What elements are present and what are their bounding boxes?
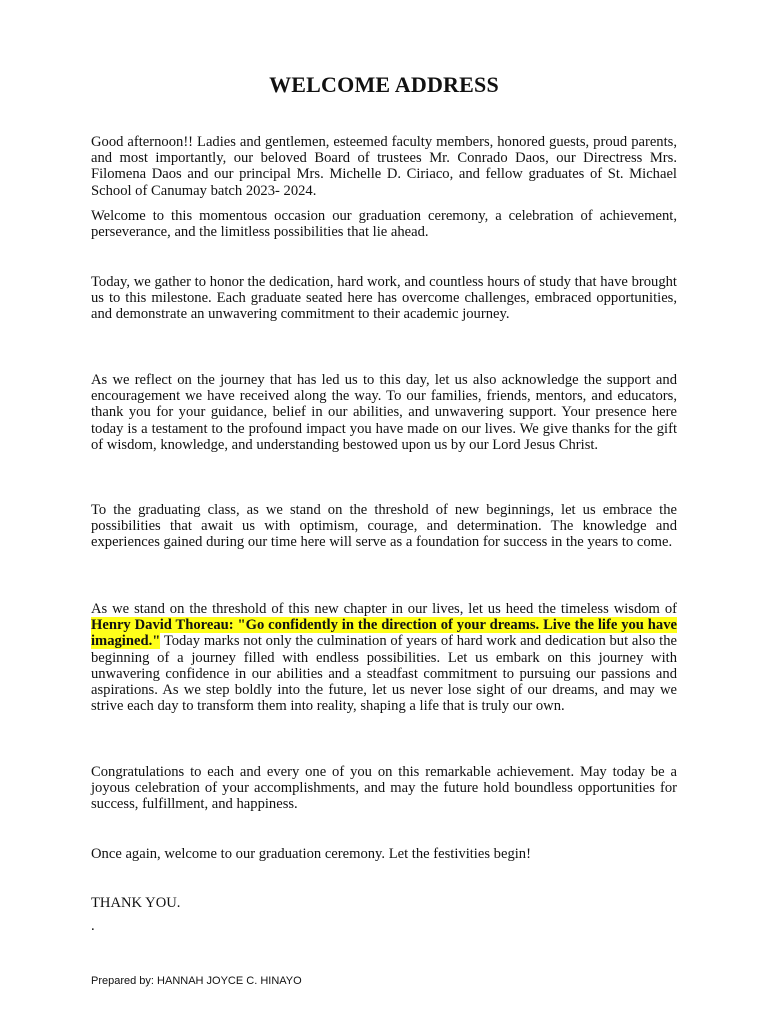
congratulations-paragraph: Congratulations to each and every one of you on this remarkable achievement. May today be a joyous celebration of your accomplishments, and may the future hold boundless opportunities for success, fulfillment, and happiness.: [91, 764, 677, 813]
prepared-by-footer: Prepared by: HANNAH JOYCE C. HINAYO: [91, 975, 302, 987]
quote-paragraph: [91, 601, 677, 714]
quote-intro-text: As we stand on the threshold of this new chapter in our lives, let us heed the timeless wisdom of: [91, 601, 677, 617]
thank-you-text: THANK YOU.: [91, 895, 181, 911]
graduating-class-paragraph: To the graduating class, as we stand on the threshold of new beginnings, let us embrace the possibilities that await us with optimism, courage, and determination. The knowledge and experiences gained during our time here will serve as a foundation for success in the years to come.: [91, 502, 677, 551]
reflect-paragraph: As we reflect on the journey that has led us to this day, let us also acknowledge the support and encouragement we have received along the way. To our families, friends, mentors, and educators, thank you for your guidance, belief in our abilities, and unwavering support. Your presence here today is a testament to the profound impact you have made on our lives. We give thanks for the gift of wisdom, knowledge, and understanding bestowed upon us by our Lord Jesus Christ.: [91, 372, 677, 453]
gather-paragraph: Today, we gather to honor the dedication, hard work, and countless hours of study that have brought us to this milestone. Each graduate seated here has overcome challenges, embraced opportunities, and demonstrate an unwavering commitment to their academic journey.: [91, 274, 677, 323]
quote-continuation-text: Today marks not only the culmination of years of hard work and dedication but also the beginning of a journey filled with endless possibilities. Let us embark on this journey with unwavering confidence in our abilities and a steadfast commitment to pursuing our passions and aspirations. As we step boldly into the future, let us never lose sight of our dreams, and may we strive each day to transform them into reality, shaping a life that is truly our own.: [91, 633, 677, 715]
greeting-paragraph: Good afternoon!! Ladies and gentlemen, esteemed faculty members, honored guests, proud parents, and most importantly, our beloved Board of trustees Mr. Conrado Daos, our Directress Mrs. Filomena Daos and our principal Mrs. Michelle D. Ciriaco, and fellow graduates of St. Michael School of Canumay batch 2023- 2024.: [91, 134, 677, 199]
welcome-paragraph: Welcome to this momentous occasion our graduation ceremony, a celebration of achievement, perseverance, and the limitless possibilities that lie ahead.: [91, 208, 677, 241]
trailing-dot: .: [91, 918, 95, 934]
document-title: WELCOME ADDRESS: [269, 72, 499, 97]
highlighted-quote: Henry David Thoreau: "Go confidently in the direction of your dreams. Live the life you have imagined.": [91, 617, 677, 650]
festivities-paragraph: Once again, welcome to our graduation ceremony. Let the festivities begin!: [91, 846, 531, 862]
